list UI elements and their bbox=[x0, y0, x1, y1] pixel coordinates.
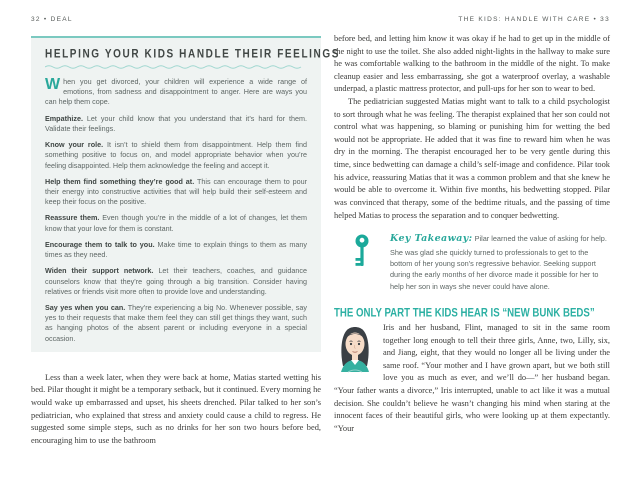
wavy-divider-line bbox=[45, 64, 305, 70]
key-icon bbox=[354, 232, 390, 292]
tip-lead: Know your role. bbox=[45, 140, 104, 150]
key-takeaway-text bbox=[390, 232, 610, 292]
tip-lead: Reassure them. bbox=[45, 213, 100, 223]
feelings-tip-box bbox=[31, 36, 341, 352]
right-page bbox=[334, 16, 610, 436]
tip-text: It isn’t to shield them from disappointment. Help them find something positive to focus on, and model appropriate behavior when you’re feeling disappointed. Help them acknowledge the feeling and accept it. bbox=[45, 140, 307, 170]
tip-intro-text: hen you get divorced, your children will experience a wide range of emotions, from sadness and disappointment to anger. Here are ways you can help them cope. bbox=[45, 77, 307, 107]
right-paragraph-2: The pediatrician suggested Matias might want to talk to a child psychologist to sort through what he was feeling. The therapist explained that her son could not control what was happening, so blaming or punishing him for wetting the bed would not be appropriate. He added that it was fine to reward him when he was dry in the morning. The therapist encouraged her to be very gentle during this time, since bedwetting can damage a child’s self-image and confidence. Pilar took his advice, reassuring Matias that it was a common problem and that she knew he would be able to overcome it. Within five months, his bedwetting stopped. Pilar was convinced that therapy, some of the bedtime rituals, and the passing of time helped Matias to process the separation and to conquer bedwetting. bbox=[334, 97, 610, 220]
tip-intro bbox=[45, 77, 307, 108]
tip-lead: Help them find something they’re good at. bbox=[45, 176, 195, 186]
tip-item bbox=[45, 213, 307, 233]
tip-lead: Say yes when you can. bbox=[45, 302, 126, 312]
left-page bbox=[31, 16, 341, 447]
tip-item bbox=[45, 303, 307, 344]
page-header-left: 32 • DEAL bbox=[31, 16, 73, 23]
tip-text: This can encourage them to pour their energy into constructive activities that will help build their self-esteem and keep their focus on the positive. bbox=[45, 176, 307, 207]
section-heading: THE ONLY PART THE KIDS HEAR IS “NEW BUNK BEDS” bbox=[334, 306, 595, 320]
key-takeaway-label: Key Takeaway: bbox=[390, 233, 473, 245]
key-takeaway-body: Pilar learned the value of asking for help. She was glad she quickly turned to professionals to get to the bottom of her young son’s regressive behavior. Seeking support during the early months of her divorce made it possible for her to help her son in ways she never could have alone. bbox=[390, 234, 607, 291]
tip-text: Even though you’re in the middle of a lot of changes, let them know that your love for them is constant. bbox=[45, 213, 308, 233]
tip-item bbox=[45, 240, 307, 260]
woman-portrait-illustration bbox=[334, 324, 376, 374]
tip-lead: Empathize. bbox=[45, 113, 83, 123]
page-header-right: THE KIDS: HANDLE WITH CARE • 33 bbox=[458, 16, 610, 23]
key-takeaway-callout bbox=[354, 232, 610, 292]
tip-item bbox=[45, 177, 307, 208]
tip-text: Let your child know that you understand that it’s hard for them. Validate their feelings. bbox=[45, 113, 307, 133]
story-paragraph: Iris and her husband, Flint, managed to sit in the same room together long enough to tell their three girls, Anne, two, Lilly, six, and Jiang, eight, that they would no longer all be living under the same roof. “Your mother and I have grown apart, but we both still love you as much as ever, and we’ll do—” her husband began. “Your father wants a divorce,” Iris interrupted, unable to act like it was a mutual decision. She couldn’t believe he wasn’t changing his mind when staring at the innocent faces of their beautiful girls, who were looking up at them expectantly. “Your bbox=[334, 323, 610, 433]
tip-item bbox=[45, 114, 307, 134]
left-body-paragraph: Less than a week later, when they were back at home, Matias started wetting his bed. Pilar thought it might be a temporary setback, but it continued. Every morning he would wake up embarrassed and upset, his sheets drenched. Pilar talked to her son’s pediatrician, who explained that stress and anxiety could cause a child to regress. He suggested some simple steps, such as no drinks for her son two hours before bed, encouraging him to use the bathroom bbox=[31, 372, 321, 445]
tip-box-title: HELPING YOUR KIDS HANDLE THEIR FEELINGS bbox=[45, 48, 341, 61]
tip-text: Let their teachers, coaches, and guidance counselors know that they’re going through a big transition. Consider having relatives or friends visit more often to provide love and understanding. bbox=[45, 266, 307, 296]
tip-lead: Widen their support network. bbox=[45, 266, 154, 276]
tip-item bbox=[45, 266, 307, 297]
right-paragraph-1: before bed, and letting him know it was okay if he had to get up in the middle of the night to use the toilet. She also added night-lights in the hallway to make sure he was comfortable walking to the bathroom in the middle of the night. To make cleanup easier and less embarrassing, she got a waterproof overlay, a washable underpad, a plastic mattress protector, and pull-ups for her son to wear to bed. bbox=[334, 34, 610, 94]
tip-text: They’re experiencing a big No. Whenever possible, say yes to their requests that make them feel they can still get things they want, such as hanging photos of the absent parent or including everyone in a special occasion. bbox=[45, 302, 307, 343]
story-section bbox=[334, 322, 610, 435]
tip-lead: Encourage them to talk to you. bbox=[45, 239, 155, 249]
tip-item bbox=[45, 140, 307, 171]
tip-text: Make time to explain things to them as many times as they need. bbox=[45, 239, 307, 260]
drop-cap: W bbox=[45, 75, 61, 93]
